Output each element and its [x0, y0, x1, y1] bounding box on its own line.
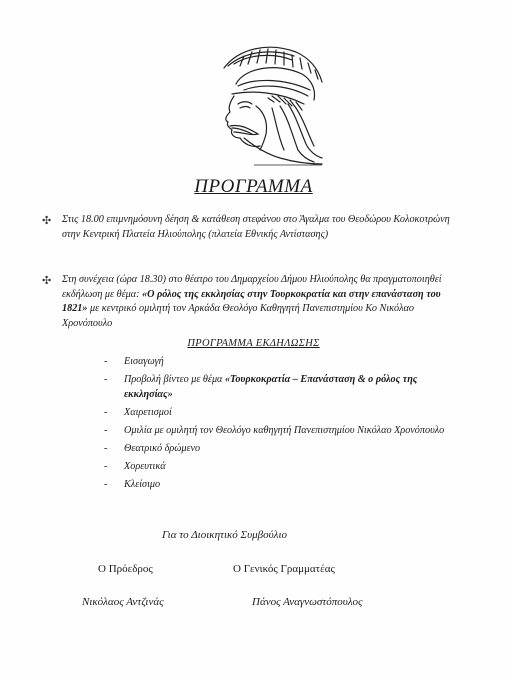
bullet-item-wreath — [42, 213, 452, 242]
bullet-arrow-icon: ✣ — [42, 275, 52, 287]
secretary-role: Ο Γενικός Γραμματέας — [233, 563, 335, 575]
kolokotronis-portrait — [184, 38, 326, 166]
bullet-text: Στη συνέχεια (ώρα 18.30) στο θέατρο του Δημαρχείου Δήμου Ηλιούπολης θα πραγματοποιηθεί εκδήλωση με θέμα: — [62, 274, 442, 300]
list-item: - Εισαγωγή — [104, 356, 164, 367]
bullet-text: με κεντρικό ομιλητή τον Αρκάδα Θεολόγο Καθηγητή Πανεπιστημίου Κο Νικόλαο Χρονόπουλο — [62, 303, 414, 329]
program-subtitle: ΠΡΟΓΡΑΜΜΑ ΕΚΔΗΛΩΣΗΣ — [187, 338, 320, 349]
board-signature-heading: Για το Διοικητικό Συμβούλιο — [162, 529, 288, 541]
bullet-text: Στις 18.00 επιμνημόσυνη δέηση & κατάθεση στεφάνου στο Άγαλμα του Θεοδώρου Κολοκοτρώνη στην Κεντρική Πλατεία Ηλιούπολης (πλατεία Εθνικής Αντίστασης) — [62, 214, 450, 240]
list-item: - Χαιρετισμοί — [104, 407, 172, 418]
president-role: Ο Πρόεδρος — [98, 563, 153, 575]
list-item: - Κλείσιμο — [104, 479, 161, 490]
page-title: ΠΡΟΓΡΑΜΜΑ — [194, 176, 313, 197]
bullet-arrow-icon: ✣ — [42, 215, 52, 227]
secretary-name: Πάνος Αναγνωστόπουλος — [252, 596, 363, 608]
list-item: - Προβολή βίντεο με θέμα «Τουρκοκρατία – Επανάσταση & ο ρόλος της εκκλησίας» — [104, 374, 418, 400]
bullet-text-bold: «Ο ρόλος της εκκλησίας στην Τουρκοκρατία και στην επανάσταση του 1821» — [62, 288, 441, 314]
list-item: - Θεατρικό δρώμενο — [104, 443, 201, 454]
bullet-item-event — [42, 273, 452, 331]
list-item: - Χορευτικά — [104, 461, 166, 472]
program-list — [104, 354, 464, 495]
president-name: Νικόλαος Αντζινάς — [82, 596, 164, 608]
list-item: - Ομιλία με ομιλητή τον Θεολόγο καθηγητή Πανεπιστημίου Νικόλαο Χρονόπουλο — [104, 425, 445, 436]
